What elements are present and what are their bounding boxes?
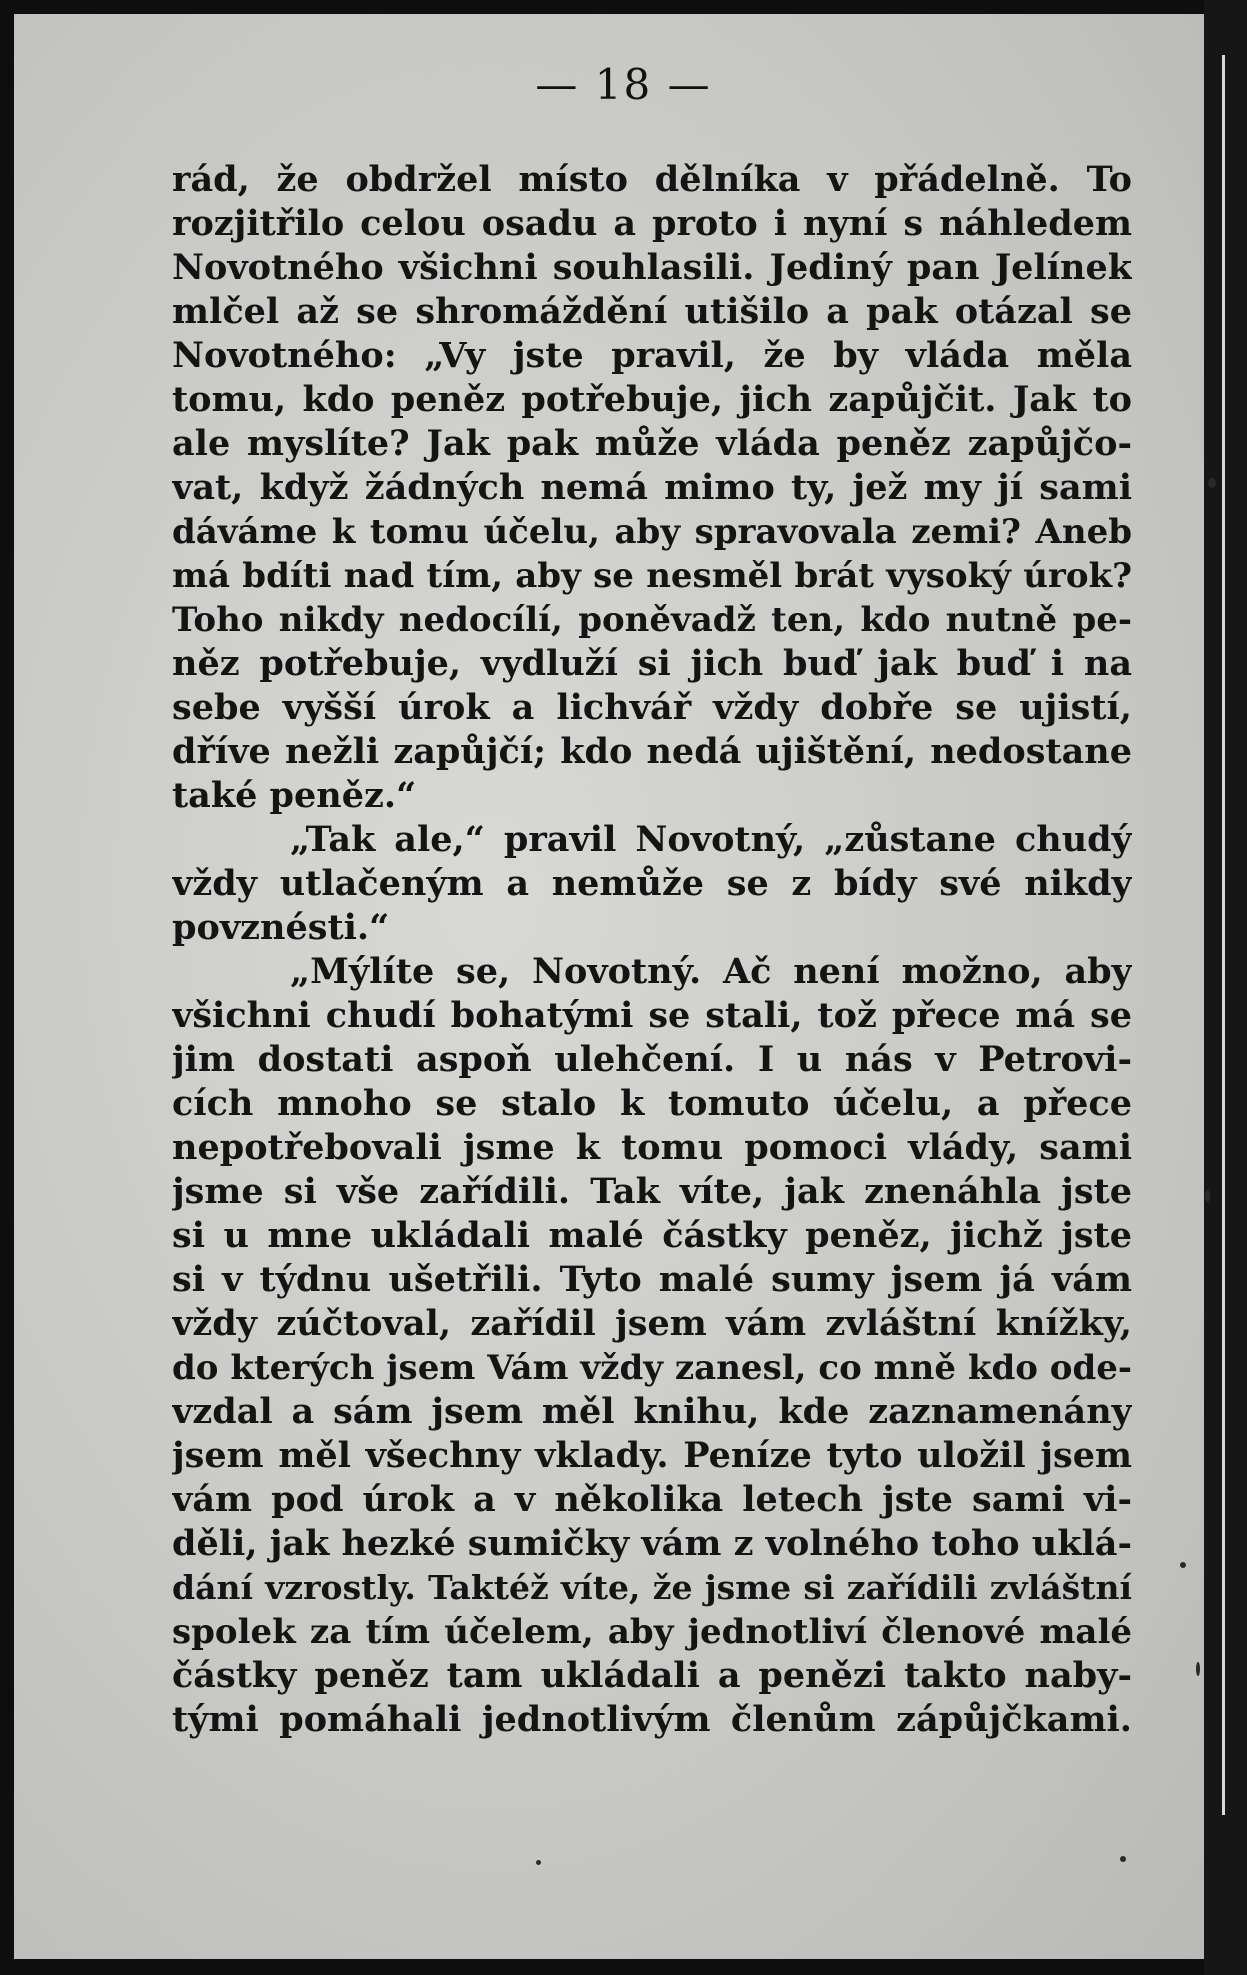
text-line: dříve nežli zapůjčí; kdo nedá ujištění, nedostane xyxy=(172,731,1132,772)
text-line: si u mne ukládali malé částky peněz, jichž jste xyxy=(172,1215,1132,1256)
ink-speck xyxy=(1205,1190,1210,1202)
text-line: vždy utlačeným a nemůže se z bídy své nikdy xyxy=(172,863,1132,904)
text-line: nepotřebovali jsme k tomu pomoci vlády, sami xyxy=(172,1127,1132,1168)
text-line: „Tak ale,“ pravil Novotný, „zůstane chudý xyxy=(290,819,1132,860)
text-line: má bdíti nad tím, aby se nesměl brát vysoký úrok? xyxy=(172,556,1132,596)
text-line: děli, jak hezké sumičky vám z volného toho uklá- xyxy=(172,1523,1132,1564)
body-text xyxy=(172,158,1132,1742)
text-line: jim dostati aspoň ulehčení. I u nás v Petrovi- xyxy=(172,1039,1132,1080)
text-line: rád, že obdržel místo dělníka v přádelně. To xyxy=(172,159,1132,200)
text-line: všichni chudí bohatými se stali, tož přece má se xyxy=(172,995,1132,1036)
text-line: Toho nikdy nedocílí, poněvadž ten, kdo nutně pe- xyxy=(172,600,1132,640)
text-line: povznésti.“ xyxy=(172,907,390,948)
text-line: tomu, kdo peněz potřebuje, jich zapůjčit. Jak to xyxy=(172,379,1132,420)
text-line: vzdal a sám jsem měl knihu, kde zaznamenány xyxy=(172,1391,1132,1432)
text-line: Novotného všichni souhlasili. Jediný pan Jelínek xyxy=(172,247,1132,288)
ink-speck xyxy=(1120,1856,1126,1862)
text-line: jsme si vše zařídili. Tak víte, jak znenáhla jste xyxy=(172,1171,1132,1212)
ink-speck xyxy=(536,1860,541,1865)
text-line: také peněz.“ xyxy=(172,775,417,816)
ink-speck xyxy=(1196,1662,1200,1676)
text-line: vám pod úrok a v několika letech jste sami vi- xyxy=(172,1479,1132,1520)
book-spine-shadow xyxy=(1204,0,1247,1975)
text-line: spolek za tím účelem, aby jednotliví členové malé xyxy=(172,1612,1132,1652)
text-line: tými pomáhali jednotlivým členům zápůjčkami. xyxy=(172,1699,1132,1740)
text-line: ale myslíte? Jak pak může vláda peněz zapůjčo- xyxy=(172,423,1132,464)
text-line: Novotného: „Vy jste pravil, že by vláda měla xyxy=(172,335,1132,376)
ink-speck xyxy=(1208,478,1216,488)
text-line: dáváme k tomu účelu, aby spravovala zemi? Aneb xyxy=(172,512,1132,552)
page-edge-line xyxy=(1222,55,1225,1815)
text-line: dání vzrostly. Taktéž víte, že jsme si zařídili zvláštní xyxy=(172,1568,1132,1607)
text-line: něz potřebuje, vydluží si jich buď jak buď i na xyxy=(172,643,1132,684)
text-line: do kterých jsem Vám vždy zanesl, co mně kdo ode- xyxy=(172,1348,1132,1388)
text-line: si v týdnu ušetřili. Tyto malé sumy jsem já vám xyxy=(172,1259,1132,1300)
text-line: vat, když žádných nemá mimo ty, jež my jí sami xyxy=(172,467,1132,508)
text-line: mlčel až se shromáždění utišilo a pak otázal se xyxy=(172,291,1132,332)
text-line: rozjitřilo celou osadu a proto i nyní s náhledem xyxy=(172,203,1132,244)
text-line: cích mnoho se stalo k tomuto účelu, a přece xyxy=(172,1083,1132,1124)
text-line: sebe vyšší úrok a lichvář vždy dobře se ujistí, xyxy=(172,687,1132,728)
text-line: vždy zúčtoval, zařídil jsem vám zvláštní knížky, xyxy=(172,1303,1132,1344)
ink-speck xyxy=(1180,1562,1186,1568)
text-line: částky peněz tam ukládali a penězi takto naby- xyxy=(172,1655,1132,1696)
text-line: „Mýlíte se, Novotný. Ač není možno, aby xyxy=(290,951,1132,992)
page-number: — 18 — xyxy=(535,60,712,109)
text-line: jsem měl všechny vklady. Peníze tyto uložil jsem xyxy=(172,1435,1132,1476)
